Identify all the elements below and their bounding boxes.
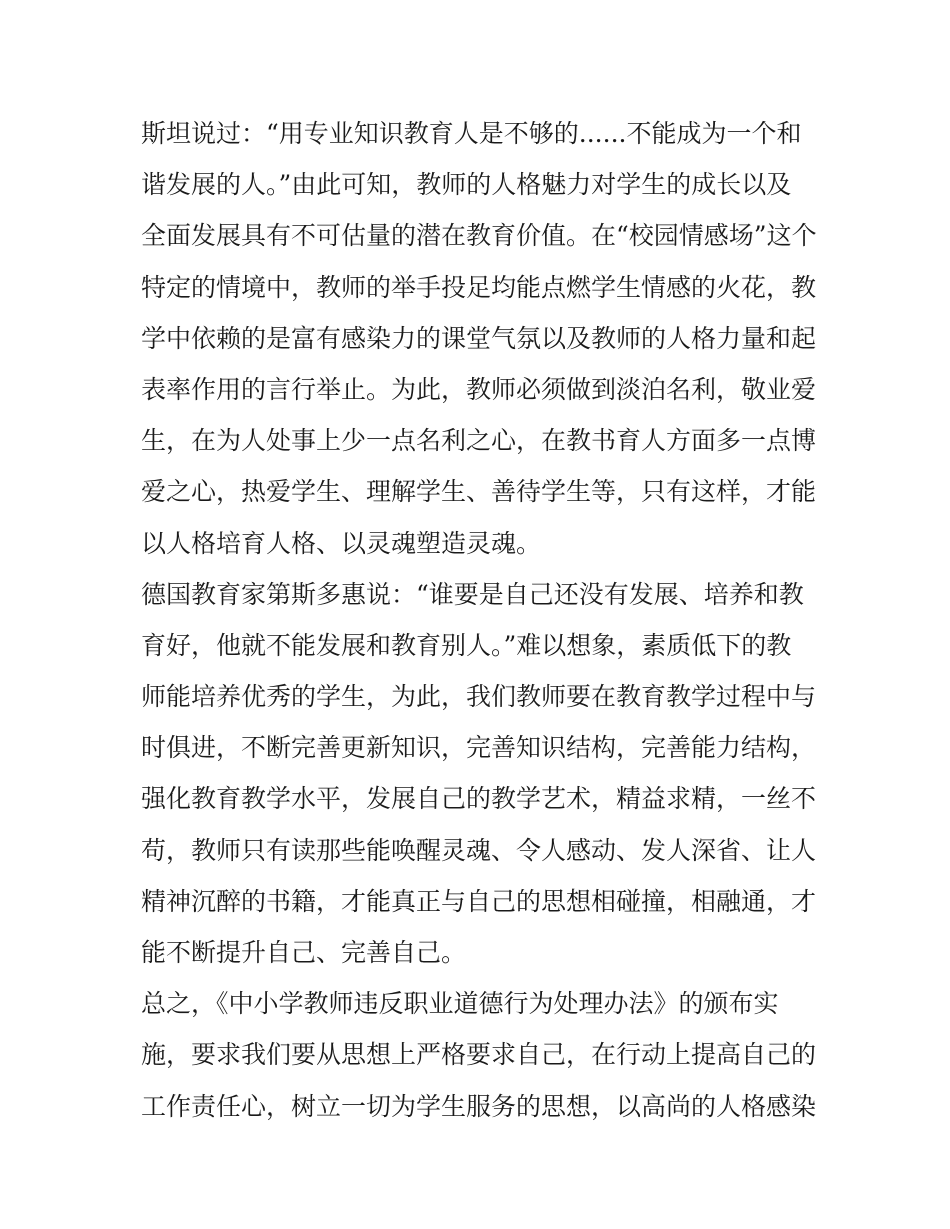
text-line-5: 学中依赖的是富有感染力的课堂气氛以及教师的人格力量和起 — [141, 323, 817, 353]
text-line-15: 苟，教师只有读那些能唤醒灵魂、令人感动、发人深省、让人 — [141, 835, 817, 865]
text-line-4: 特定的情境中，教师的举手投足均能点燃学生情感的火花，教 — [141, 272, 817, 302]
text-line-13: 时俱进，不断完善更新知识，完善知识结构，完善能力结构， — [141, 733, 817, 763]
text-line-18: 总之，《中小学教师违反职业道德行为处理办法》的颁布实 — [141, 989, 779, 1019]
body-text — [141, 108, 831, 1132]
text-line-2: 谐发展的人。”由此可知，教师的人格魅力对学生的成长以及 — [141, 170, 792, 200]
text-line-20: 工作责任心，树立一切为学生服务的思想，以高尚的人格感染 — [141, 1091, 817, 1121]
text-line-6: 表率作用的言行举止。为此，教师必须做到淡泊名利，敬业爱 — [141, 374, 817, 404]
text-line-16: 精神沉醉的书籍，才能真正与自己的思想相碰撞，相融通，才 — [141, 886, 817, 916]
text-line-14: 强化教育教学水平，发展自己的教学艺术，精益求精，一丝不 — [141, 784, 817, 814]
text-line-19: 施，要求我们要从思想上严格要求自己，在行动上提高自己的 — [141, 1040, 817, 1070]
text-line-8: 爱之心，热爱学生、理解学生、善待学生等，只有这样，才能 — [141, 477, 817, 507]
text-line-3: 全面发展具有不可估量的潜在教育价值。在“校园情感场”这个 — [141, 221, 817, 251]
text-line-11: 育好，他就不能发展和教育别人。”难以想象，素质低下的教 — [141, 630, 792, 660]
text-line-17: 能不断提升自己、完善自己。 — [141, 938, 467, 967]
text-line-1: 斯坦说过：“用专业知识教育人是不够的......不能成为一个和 — [141, 119, 802, 148]
text-line-9: 以人格培育人格、以灵魂塑造灵魂。 — [141, 528, 542, 558]
text-line-7: 生，在为人处事上少一点名利之心，在教书育人方面多一点博 — [141, 426, 817, 456]
text-line-10: 德国教育家第斯多惠说：“谁要是自己还没有发展、培养和教 — [141, 579, 804, 609]
text-line-12: 师能培养优秀的学生，为此，我们教师要在教育教学过程中与 — [141, 682, 817, 712]
